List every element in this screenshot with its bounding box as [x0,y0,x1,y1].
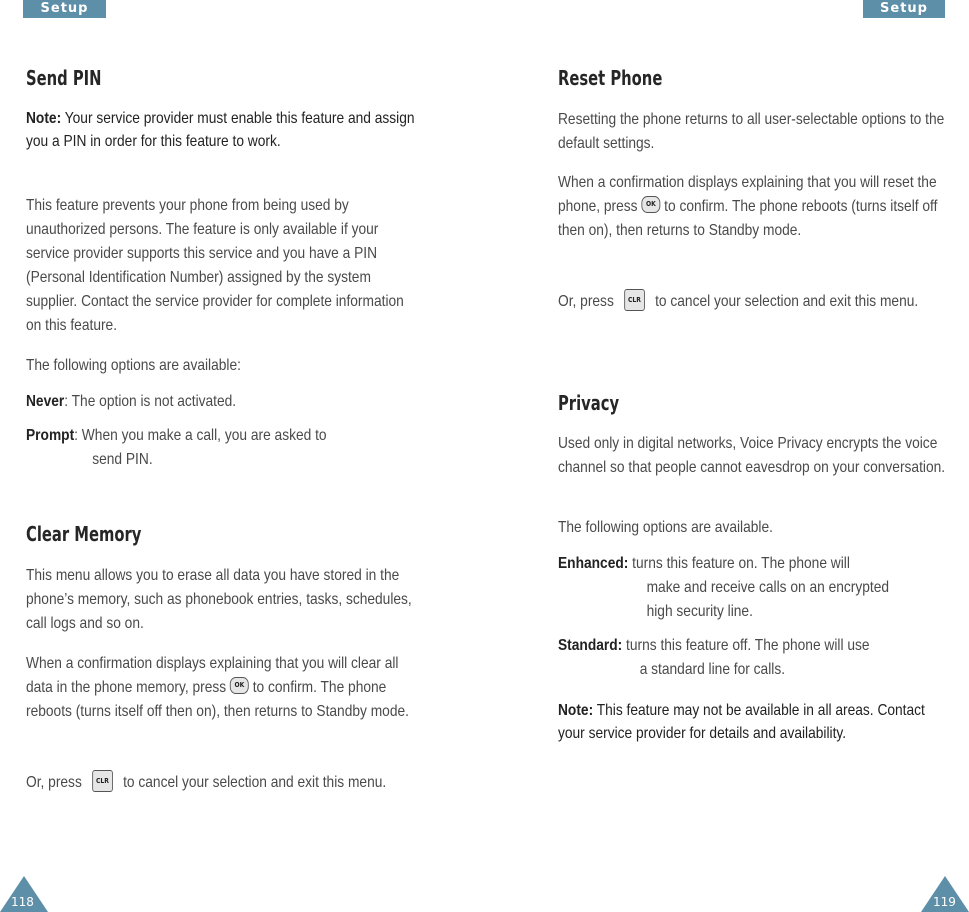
option-never-text: : The option is not activated. [64,393,237,410]
send-pin-note [26,108,415,153]
send-pin-body: This feature prevents your phone from being used by unauthorized persons. The feature is only available if your service provider supports this service and you have a PIN (Personal Identification Number) assigned by the system supplier. Contact the service provider for complete information on this feature. [26,197,404,334]
option-standard-text: turns this feature off. The phone will use [622,637,870,654]
option-prompt [26,424,415,472]
note-label: Note: [26,110,62,127]
reset-phone-heading: Reset Phone [558,66,663,90]
section-tab-right: Setup [863,0,945,18]
option-enhanced-text-2: make and receive calls on an encrypted [646,579,890,596]
option-standard-label: Standard: [558,637,623,654]
option-prompt-label: Prompt [26,427,75,444]
clear-cancel-pre: Or, press [26,774,82,791]
option-never-label: Never [26,393,65,410]
send-pin-heading: Send PIN [26,66,102,90]
option-standard [558,634,947,682]
clear-confirm-pre: When a confirmation displays explaining that you will clear all data in the phone memory, press [26,655,399,696]
clr-key-icon: CLR [92,770,113,792]
ok-key-icon: OK [641,196,660,213]
option-standard-text-2: a standard line for calls. [639,661,786,678]
note-label: Note: [558,702,594,719]
page-number-right: 119 [933,895,956,909]
option-prompt-text: : When you make a call, you are asked to [74,427,327,444]
section-tab-left: Setup [23,0,106,18]
ok-key-icon: OK [230,677,249,694]
note-text: Your service provider must enable this feature and assign you a PIN in order for this feature to work. [26,110,415,150]
clear-memory-cancel [26,771,415,795]
option-enhanced-text-3: high security line. [646,603,753,620]
clear-memory-confirm [26,652,415,724]
reset-cancel-pre: Or, press [558,293,614,310]
privacy-options-intro: The following options are available. [558,519,773,536]
option-enhanced [558,552,947,624]
reset-cancel-post: to cancel your selection and exit this menu. [655,293,919,310]
reset-phone-cancel [558,290,947,314]
note-text: This feature may not be available in all areas. Contact your service provider for details and availability. [558,702,925,742]
privacy-body: Used only in digital networks, Voice Privacy encrypts the voice channel so that people cannot eavesdrop on your conversation. [558,435,946,476]
option-prompt-text-cont: send PIN. [92,451,153,468]
send-pin-options-intro: The following options are available: [26,357,241,374]
clear-confirm-post: to confirm. The phone reboots (turns itself off then on), then returns to Standby mode. [26,679,409,720]
clr-key-icon: CLR [624,289,645,311]
clear-cancel-post: to cancel your selection and exit this menu. [123,774,387,791]
reset-phone-confirm [558,171,947,243]
clear-memory-heading: Clear Memory [26,522,142,546]
reset-confirm-post: to confirm. The phone reboots (turns itself off then on), then returns to Standby mode. [558,198,938,239]
reset-phone-body: Resetting the phone returns to all user-selectable options to the default settings. [558,111,945,152]
privacy-heading: Privacy [558,391,620,415]
reset-confirm-pre: When a confirmation displays explaining that you will reset the phone, press [558,174,937,215]
page-number-left: 118 [11,895,34,909]
option-never [26,390,415,414]
clear-memory-body: This menu allows you to erase all data you have stored in the phone’s memory, such as phonebook entries, tasks, schedules, call logs and so on. [26,567,412,632]
option-enhanced-label: Enhanced: [558,555,629,572]
privacy-note [558,700,947,745]
option-enhanced-text: turns this feature on. The phone will [628,555,850,572]
